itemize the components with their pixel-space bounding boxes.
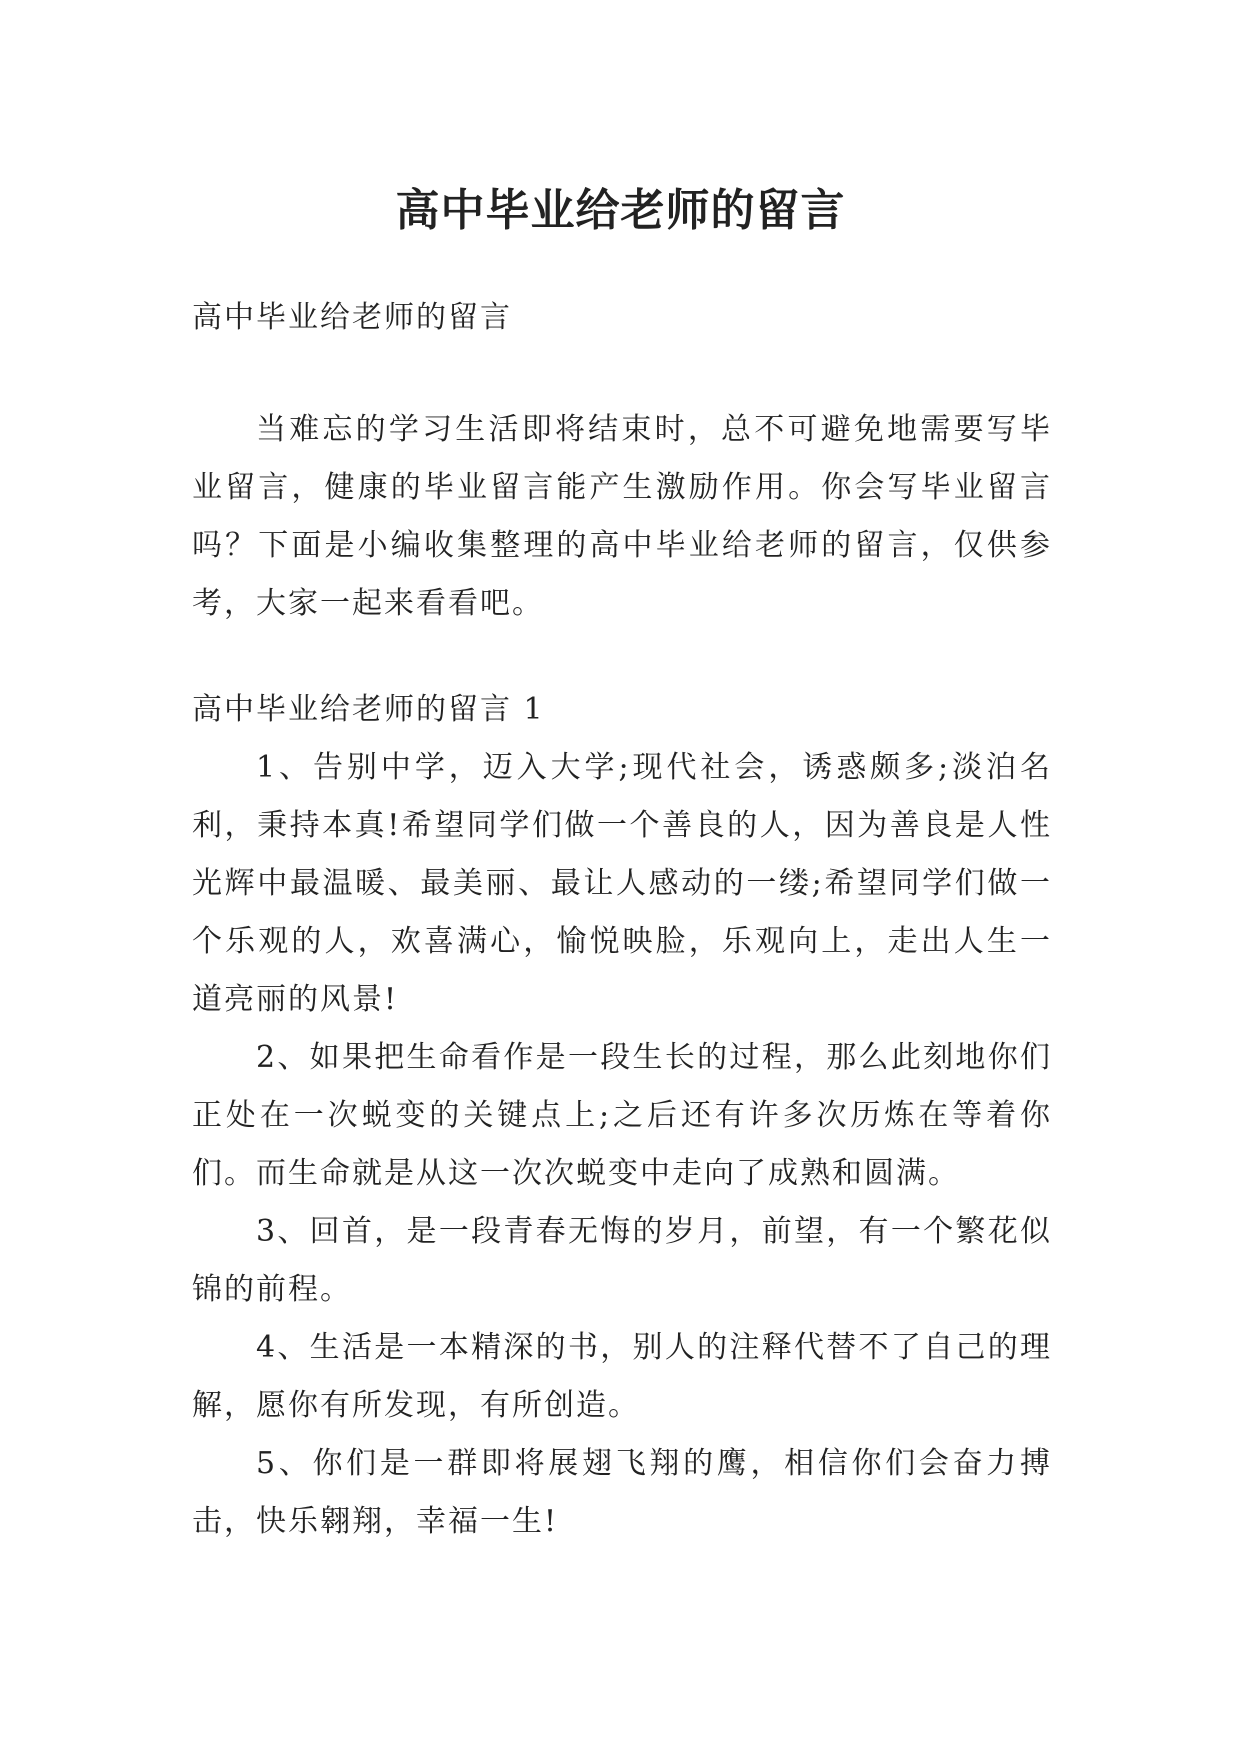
document-subtitle: 高中毕业给老师的留言 — [192, 300, 512, 335]
message-item-4: 4、生活是一本精深的书，别人的注释代替不了自己的理解，愿你有所发现，有所创造。 — [192, 1330, 1052, 1423]
document-title: 高中毕业给老师的留言 — [395, 185, 846, 237]
message-item-5: 5、你们是一群即将展翅飞翔的鹰，相信你们会奋力搏击，快乐翱翔，幸福一生! — [192, 1446, 1052, 1539]
intro-paragraph: 当难忘的学习生活即将结束时，总不可避免地需要写毕业留言，健康的毕业留言能产生激励作用。你会写毕业留言吗？下面是小编收集整理的高中毕业给老师的留言，仅供参考，大家一起来看看吧。 — [192, 412, 1052, 621]
message-item-1: 1、告别中学，迈入大学;现代社会，诱惑颇多;淡泊名利，秉持本真!希望同学们做一个善良的人，因为善良是人性光辉中最温暖、最美丽、最让人感动的一缕;希望同学们做一个乐观的人，欢喜满心，愉悦映脸，乐观向上，走出人生一道亮丽的风景! — [192, 750, 1052, 1017]
message-item-2: 2、如果把生命看作是一段生长的过程，那么此刻地你们正处在一次蜕变的关键点上;之后还有许多次历炼在等着你们。而生命就是从这一次次蜕变中走向了成熟和圆满。 — [192, 1040, 1052, 1191]
message-item-3: 3、回首，是一段青春无悔的岁月，前望，有一个繁花似锦的前程。 — [192, 1214, 1052, 1307]
section-heading: 高中毕业给老师的留言 1 — [192, 692, 545, 727]
document-body — [192, 289, 1052, 1551]
